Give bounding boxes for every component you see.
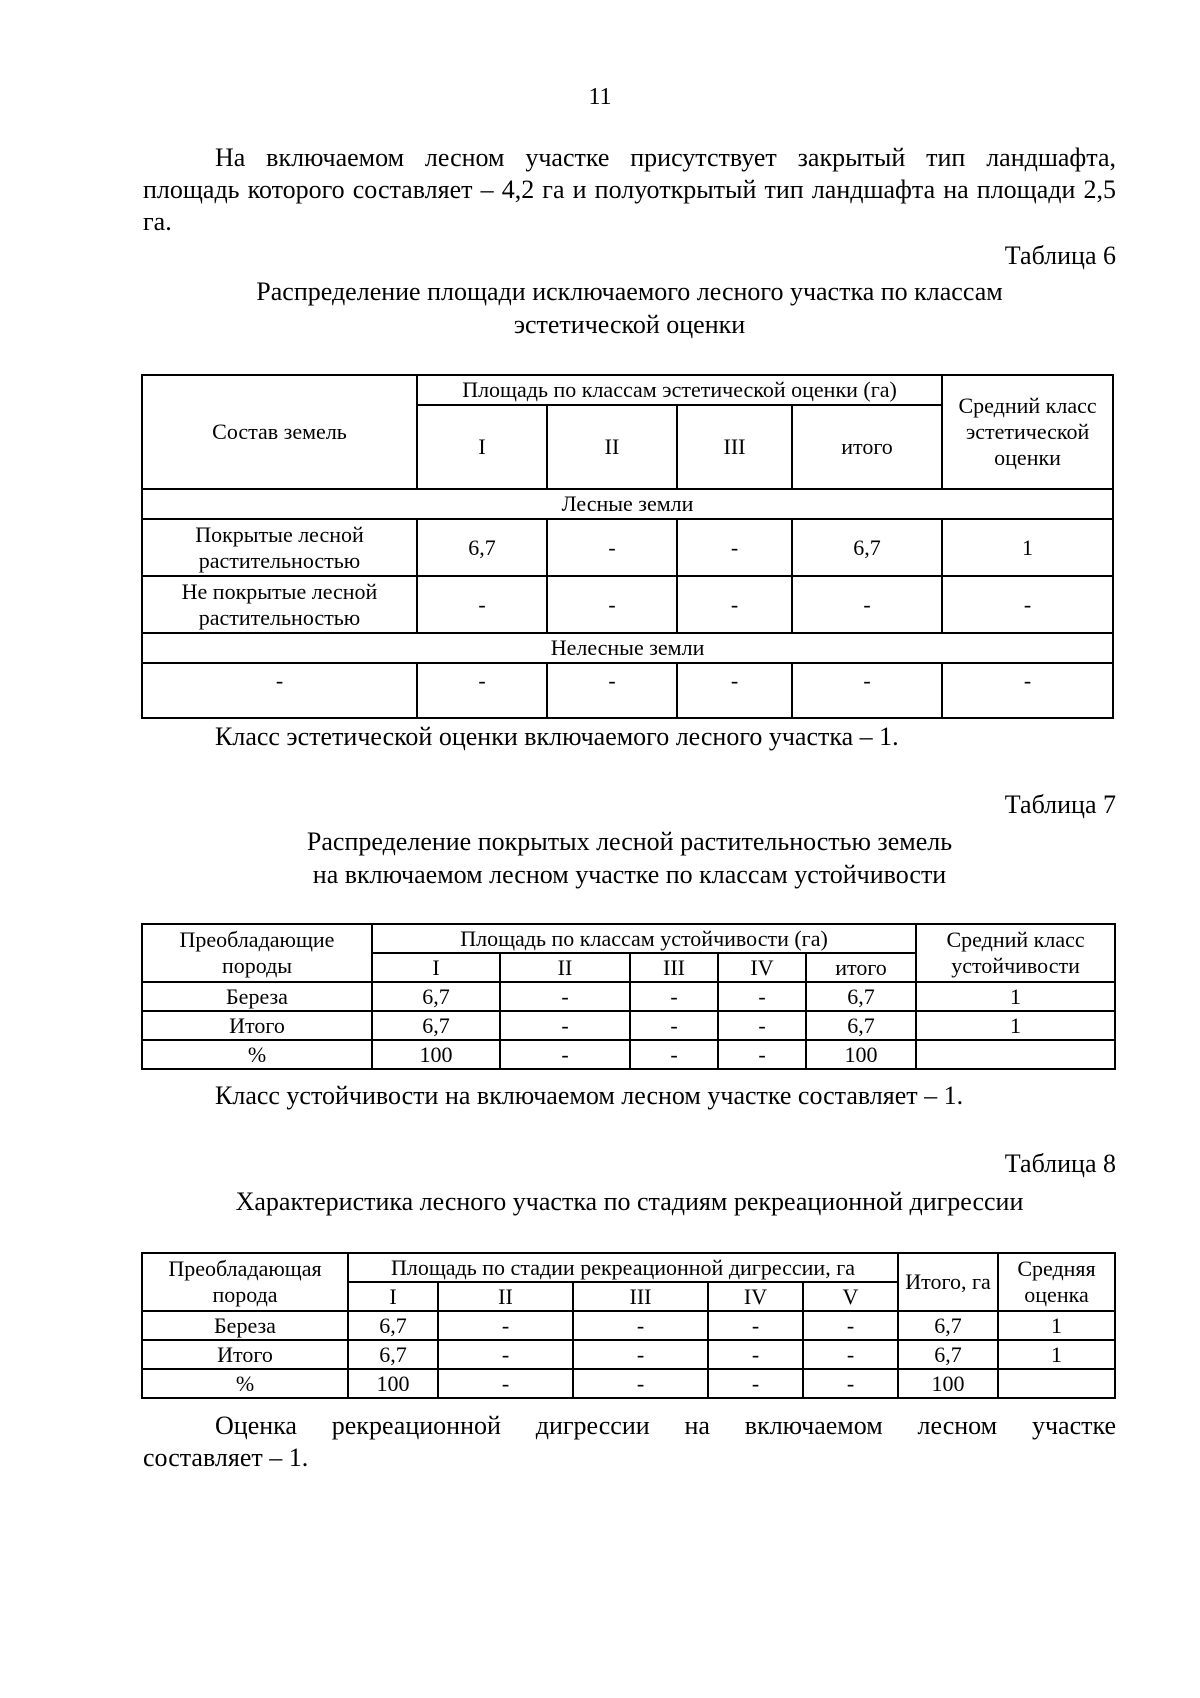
t6-col-3: III (677, 405, 792, 489)
t7-cell: 6,7 (806, 982, 916, 1011)
t6-head-area: Площадь по классам эстетической оценки (га) (417, 375, 942, 405)
page-number: 11 (588, 84, 612, 110)
table8-note-line2: составляет – 1. (143, 1443, 309, 1472)
t8-cell: - (708, 1340, 803, 1369)
t8-cell: 6,7 (348, 1311, 438, 1340)
t8-col: III (573, 1282, 708, 1311)
t7-row-name: Итого (142, 1011, 372, 1040)
t7-cell: 100 (806, 1040, 916, 1069)
t8-cell: 100 (898, 1369, 998, 1398)
t7-cell: - (718, 1011, 806, 1040)
t6-cell: - (792, 576, 942, 633)
t8-row-name: Итого (142, 1340, 348, 1369)
t8-cell: - (438, 1311, 573, 1340)
table-row (142, 1011, 1115, 1040)
t8-cell: - (573, 1340, 708, 1369)
table6-caption-line2: эстетической оценки (513, 310, 746, 339)
table6-note: Класс эстетической оценки включаемого лесного участка – 1. (215, 722, 899, 751)
t6-head-avg: Средний класс эстетической оценки (942, 375, 1113, 489)
t8-head-total: Итого, га (898, 1253, 998, 1311)
t7-cell: - (630, 982, 718, 1011)
t6-cell: - (677, 663, 792, 718)
t7-cell: 1 (916, 1011, 1115, 1040)
t8-cell: 1 (998, 1340, 1115, 1369)
t7-head-area: Площадь по классам устойчивости (га) (372, 924, 916, 953)
t7-cell: - (500, 1011, 630, 1040)
table8-caption: Характеристика лесного участка по стадиям рекреационной дигрессии (235, 1187, 1024, 1216)
t6-cell: - (547, 519, 677, 576)
table-row (142, 576, 1113, 633)
t8-cell (998, 1369, 1115, 1398)
table8-note-text: Оценка рекреационной дигрессии на включаемом лесном участке (215, 1411, 1116, 1440)
t7-cell: 6,7 (372, 982, 500, 1011)
t7-cell: - (630, 1040, 718, 1069)
t8-cell: 100 (348, 1369, 438, 1398)
t6-cell: - (792, 663, 942, 718)
t7-col: I (372, 953, 500, 982)
table-row (142, 1369, 1115, 1398)
aesthetic-table (141, 374, 1114, 719)
table7-caption-line2: на включаемом лесном участке по классам устойчивости (312, 860, 947, 889)
t6-row3-name: - (142, 663, 417, 718)
t8-cell: 6,7 (898, 1340, 998, 1369)
t7-col: IV (718, 953, 806, 982)
intro-text: На включаемом лесном участке присутствует закрытый тип ландшафта, площадь которого составляет – 4,2 га и полуоткрытый тип ландшафта на площади 2,5 га. (143, 143, 1116, 236)
t7-cell: 6,7 (806, 1011, 916, 1040)
t6-cell: - (417, 576, 547, 633)
t7-cell: - (500, 1040, 630, 1069)
t6-col-total: итого (792, 405, 942, 489)
table-row (142, 1340, 1115, 1369)
t6-col-1: I (417, 405, 547, 489)
table7-label: Таблица 7 (1004, 790, 1116, 819)
table6-caption-line1: Распределение площади исключаемого лесного участка по классам (256, 277, 1003, 306)
table-row (142, 1040, 1115, 1069)
t7-head-avg: Средний класс устойчивости (916, 924, 1115, 982)
t8-col: V (803, 1282, 898, 1311)
t8-row-name: Береза (142, 1311, 348, 1340)
t7-cell: - (718, 1040, 806, 1069)
t6-cell: - (417, 663, 547, 718)
t8-cell: - (803, 1311, 898, 1340)
t8-cell: - (708, 1369, 803, 1398)
t7-col: II (500, 953, 630, 982)
t7-row-name: Береза (142, 982, 372, 1011)
t6-cell: - (547, 663, 677, 718)
t7-head-species: Преобладающие породы (142, 924, 372, 982)
t8-head-area: Площадь по стадии рекреационной дигрессии, га (348, 1253, 898, 1282)
t6-col-2: II (547, 405, 677, 489)
t8-head-avg: Средняя оценка (998, 1253, 1115, 1311)
t6-cell: - (942, 576, 1113, 633)
t7-cell: - (630, 1011, 718, 1040)
t7-cell (916, 1040, 1115, 1069)
t6-section-forest: Лесные земли (142, 489, 1113, 519)
t8-cell: 6,7 (898, 1311, 998, 1340)
t8-head-species: Преобладающая порода (142, 1253, 348, 1311)
t6-row1-name: Покрытые лесной растительностью (142, 519, 417, 576)
t7-cell: 100 (372, 1040, 500, 1069)
t7-col-total: итого (806, 953, 916, 982)
table-row (142, 519, 1113, 576)
table-row (142, 982, 1115, 1011)
t8-cell: - (708, 1311, 803, 1340)
t6-cell: 6,7 (792, 519, 942, 576)
t8-row-name: % (142, 1369, 348, 1398)
table7-note: Класс устойчивости на включаемом лесном участке составляет – 1. (215, 1081, 964, 1110)
table-row (142, 1311, 1115, 1340)
intro-paragraph (143, 142, 1116, 238)
t6-cell: - (677, 519, 792, 576)
t8-cell: 1 (998, 1311, 1115, 1340)
recreation-table (141, 1252, 1116, 1399)
t6-cell: - (547, 576, 677, 633)
t7-cell: - (718, 982, 806, 1011)
t6-cell: 6,7 (417, 519, 547, 576)
table8-label: Таблица 8 (1004, 1149, 1116, 1178)
t8-cell: - (573, 1369, 708, 1398)
table7-caption-line1: Распределение покрытых лесной растительностью земель (306, 827, 953, 856)
t7-row-name: % (142, 1040, 372, 1069)
t8-cell: - (803, 1340, 898, 1369)
t6-cell: 1 (942, 519, 1113, 576)
table8-note-line1 (143, 1410, 1116, 1442)
t8-cell: - (803, 1369, 898, 1398)
table-row (142, 663, 1113, 718)
t8-cell: 6,7 (348, 1340, 438, 1369)
t8-cell: - (438, 1340, 573, 1369)
table6-label: Таблица 6 (1004, 241, 1116, 270)
t8-col: II (438, 1282, 573, 1311)
t8-col: I (348, 1282, 438, 1311)
t6-cell: - (942, 663, 1113, 718)
t8-col: IV (708, 1282, 803, 1311)
t7-cell: 6,7 (372, 1011, 500, 1040)
t7-cell: 1 (916, 982, 1115, 1011)
t7-cell: - (500, 982, 630, 1011)
t7-col: III (630, 953, 718, 982)
t8-cell: - (573, 1311, 708, 1340)
t8-cell: - (438, 1369, 573, 1398)
stability-table (141, 923, 1116, 1070)
t6-row2-name: Не покрытые лесной растительностью (142, 576, 417, 633)
t6-section-nonforest: Нелесные земли (142, 633, 1113, 663)
t6-cell: - (677, 576, 792, 633)
t6-head-land: Состав земель (142, 375, 417, 489)
